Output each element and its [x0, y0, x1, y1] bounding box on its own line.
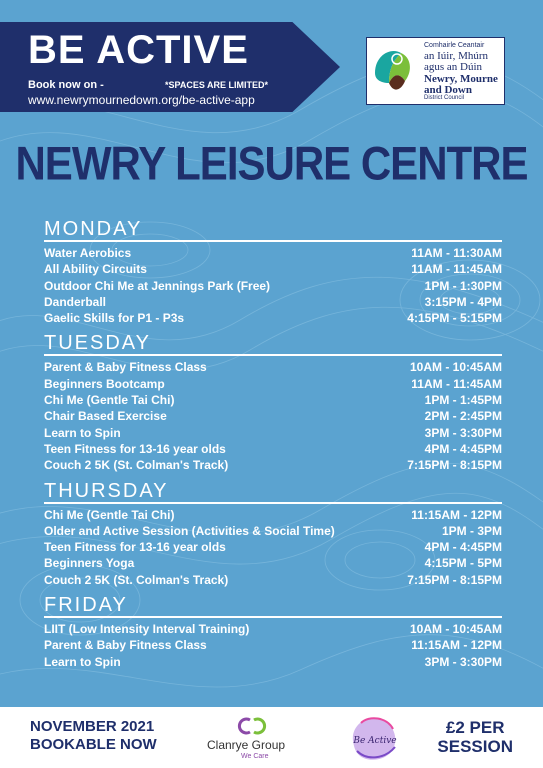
activity-time: 3PM - 3:30PM [424, 654, 502, 669]
council-irish-line1: Comhairle Ceantair [424, 42, 485, 49]
activity-time: 7:15PM - 8:15PM [407, 572, 502, 587]
list-item [44, 572, 502, 588]
list-item [44, 457, 502, 473]
list-item [44, 310, 502, 326]
list-item [44, 359, 502, 375]
spaces-limited-notice: *SPACES ARE LIMITED* [165, 80, 269, 90]
activity-time: 10AM - 10:45AM [409, 360, 502, 375]
day-block-friday [44, 594, 502, 670]
activity-time: 2PM - 2:45PM [424, 409, 502, 424]
activity-name: Older and Active Session (Activities & Social Time) [44, 523, 335, 538]
council-english-line3: District Council [424, 95, 465, 101]
price-line1: £2 PER [445, 718, 505, 737]
council-irish-line3: agus an Dúin [424, 61, 483, 73]
activity-time: 3PM - 3:30PM [424, 425, 502, 440]
day-heading: FRIDAY [44, 594, 502, 618]
activity-name: Gaelic Skills for P1 - P3s [44, 311, 185, 326]
activity-time: 1PM - 3PM [441, 523, 502, 538]
day-block-tuesday [44, 332, 502, 473]
activity-time: 11AM - 11:30AM [411, 246, 502, 260]
date-line2: BOOKABLE NOW [30, 736, 157, 753]
list-item [44, 637, 502, 653]
date-notice [30, 718, 157, 754]
banner-title: BE ACTIVE [28, 28, 249, 72]
list-item [44, 555, 502, 571]
date-line1: NOVEMBER 2021 [30, 718, 155, 735]
book-now-label: Book now on - [28, 79, 104, 91]
list-item [44, 654, 502, 670]
day-heading: MONDAY [44, 218, 502, 242]
sponsor-tagline: We Care [241, 753, 269, 760]
be-active-logo-text: Be Active [353, 736, 397, 746]
day-heading: TUESDAY [44, 332, 502, 356]
activity-name: Couch 2 5K (St. Colman's Track) [44, 458, 229, 473]
activity-name: Teen Fitness for 13-16 year olds [44, 540, 226, 555]
sponsor-name: Clanrye Group [207, 738, 286, 752]
clanrye-logo-icon [236, 715, 268, 737]
activity-name: Parent & Baby Fitness Class [44, 638, 207, 653]
list-item [44, 408, 502, 424]
day-block-monday [44, 218, 502, 326]
activity-time: 1PM - 1:30PM [424, 278, 502, 293]
activity-time: 4PM - 4:45PM [424, 540, 502, 555]
list-item [44, 392, 502, 408]
activity-time: 10AM - 10:45AM [409, 622, 502, 637]
activity-name: Chair Based Exercise [44, 409, 167, 424]
weekly-schedule [44, 218, 502, 676]
price-notice [437, 718, 513, 756]
list-item [44, 539, 502, 555]
price-line2: SESSION [437, 737, 513, 756]
activity-time: 3:15PM - 4PM [424, 294, 502, 309]
list-item [44, 278, 502, 294]
activity-time: 11:15AM - 12PM [411, 507, 502, 522]
activity-name: Beginners Yoga [44, 556, 135, 571]
activity-name: Learn to Spin [44, 425, 121, 440]
activity-time: 4:15PM - 5PM [424, 556, 502, 571]
activity-name: Water Aerobics [44, 246, 132, 260]
activity-time: 1PM - 1:45PM [424, 393, 502, 408]
activity-name: Learn to Spin [44, 654, 121, 669]
list-item [44, 245, 502, 261]
day-block-thursday [44, 480, 502, 588]
council-english-line2: and Down [424, 84, 472, 96]
day-heading: THURSDAY [44, 480, 502, 504]
activity-time: 7:15PM - 8:15PM [407, 458, 502, 473]
page-title: NEWRY LEISURE CENTRE [15, 137, 528, 190]
footer-bar [0, 707, 543, 768]
activity-time: 4:15PM - 5:15PM [407, 311, 502, 326]
activity-name: All Ability Circuits [44, 262, 147, 277]
activity-name: Beginners Bootcamp [44, 376, 165, 391]
activity-name: Danderball [44, 294, 107, 309]
list-item [44, 621, 502, 637]
activity-time: 11AM - 11:45AM [411, 262, 502, 277]
activity-name: Teen Fitness for 13-16 year olds [44, 441, 226, 456]
list-item [44, 294, 502, 310]
activity-name: Parent & Baby Fitness Class [44, 360, 207, 375]
council-irish-line2: an Iúir, Mhúrn [424, 50, 489, 62]
list-item [44, 523, 502, 539]
be-active-logo-icon [347, 711, 403, 765]
booking-url-link[interactable]: www.newrymournedown.org/be-active-app [28, 93, 255, 107]
activity-name: Chi Me (Gentle Tai Chi) [44, 507, 175, 522]
activity-name: Chi Me (Gentle Tai Chi) [44, 393, 175, 408]
activity-name: Couch 2 5K (St. Colman's Track) [44, 572, 229, 587]
activity-name: LIIT (Low Intensity Interval Training) [44, 622, 250, 637]
list-item [44, 261, 502, 277]
list-item [44, 507, 502, 523]
list-item [44, 376, 502, 392]
council-logo [366, 37, 505, 105]
activity-time: 11:15AM - 12PM [411, 638, 502, 653]
list-item [44, 425, 502, 441]
activity-name: Outdoor Chi Me at Jennings Park (Free) [44, 278, 271, 293]
list-item [44, 441, 502, 457]
activity-time: 4PM - 4:45PM [424, 441, 502, 456]
council-emblem-icon [371, 43, 415, 97]
council-english-line1: Newry, Mourne [424, 73, 498, 85]
activity-time: 11AM - 11:45AM [411, 376, 502, 391]
